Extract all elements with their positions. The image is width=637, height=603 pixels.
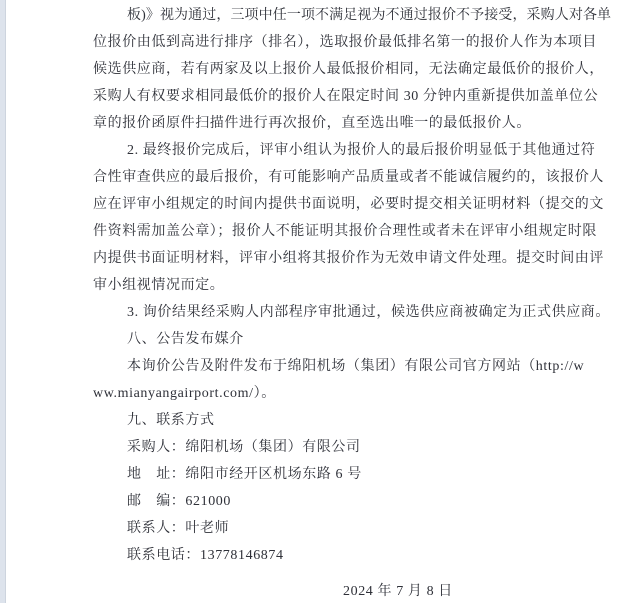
document-lines bbox=[0, 2, 637, 569]
document-line: 2. 最终报价完成后，评审小组认为报价人的最后报价明显低于其他通过符 bbox=[127, 143, 596, 158]
document-line: 审小组视情况而定。 bbox=[93, 278, 225, 293]
document-line: 内提供书面证明材料，评审小组将其报价作为无效申请文件处理。提交时间由评 bbox=[93, 251, 604, 266]
document-line: 采购人有权要求相同最低价的报价人在限定时间 30 分钟内重新提供加盖单位公 bbox=[93, 89, 599, 104]
document-line: ww.mianyangairport.com/）。 bbox=[93, 386, 276, 401]
document-line: 章的报价函原件扫描件进行再次报价，直至选出唯一的最低报价人。 bbox=[93, 116, 531, 131]
document-line: 件资料需加盖公章）；报价人不能证明其报价合理性或者未在评审小组规定时限 bbox=[93, 224, 597, 239]
document-line: 位报价由低到高进行排序（排名），选取报价最低排名第一的报价人作为本项目 bbox=[93, 35, 597, 50]
document-line: 合性审查供应的最后报价，有可能影响产品质量或者不能诚信履约的，该报价人 bbox=[93, 170, 604, 185]
document-line: 板)》视为通过，三项中任一项不满足视为不通过报价不予接受，采购人对各单 bbox=[127, 8, 612, 23]
document-line: 3. 询价结果经采购人内部程序审批通过，候选供应商被确定为正式供应商。 bbox=[127, 305, 610, 320]
document-line: 邮 编：621000 bbox=[127, 494, 231, 509]
document-body bbox=[0, 2, 637, 603]
document-line: 应在评审小组规定的时间内提供书面说明，必要时提交相关证明材料（提交的文 bbox=[93, 197, 604, 212]
document-line: 八、公告发布媒介 bbox=[127, 332, 244, 347]
document-line: 本询价公告及附件发布于绵阳机场（集团）有限公司官方网站（http://w bbox=[127, 359, 585, 374]
document-line: 地 址：绵阳市经开区机场东路 6 号 bbox=[127, 467, 362, 482]
document-line: 采购人：绵阳机场（集团）有限公司 bbox=[127, 440, 361, 455]
document-line: 九、联系方式 bbox=[127, 413, 215, 428]
document-line: 候选供应商，若有两家及以上报价人最低报价相同，无法确定最低价的报价人， bbox=[93, 62, 604, 77]
document-line: 联系电话：13778146874 bbox=[127, 548, 284, 563]
document-date: 2024 年 7 月 8 日 bbox=[343, 584, 453, 599]
document-line: 联系人：叶老师 bbox=[127, 521, 230, 536]
